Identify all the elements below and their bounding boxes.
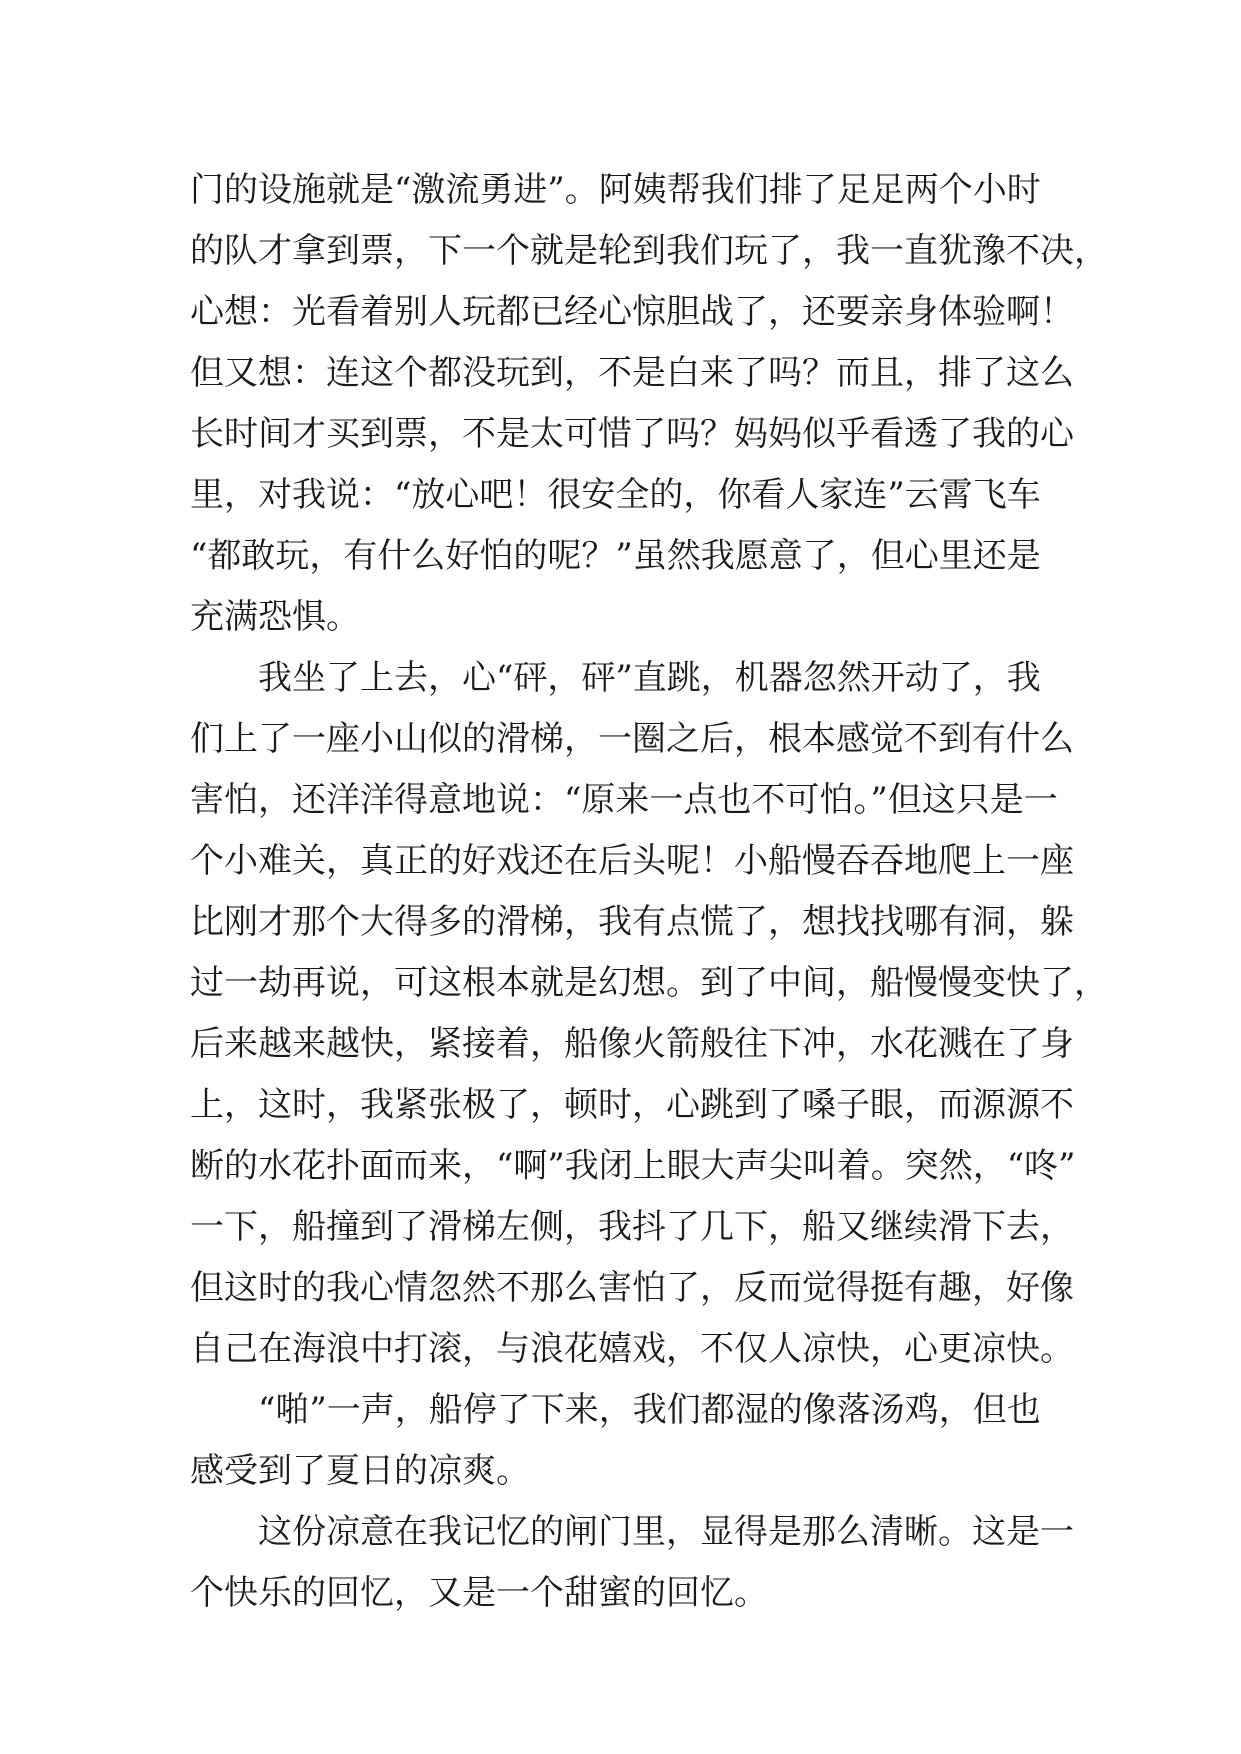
text-line: 一下，船撞到了滑梯左侧，我抖了几下，船又继续滑下去， — [190, 1207, 1074, 1247]
paragraph-3 — [190, 1380, 1070, 1502]
text-line: 比刚才那个大得多的滑梯，我有点慌了，想找找哪有洞，躲 — [190, 902, 1074, 942]
text-line: “都敢玩，有什么好怕的呢？”虽然我愿意了，但心里还是 — [190, 536, 1041, 576]
text-line: 个快乐的回忆，又是一个甜蜜的回忆。 — [190, 1573, 768, 1613]
text-line: 里，对我说：“放心吧！很安全的，你看人家连”云霄飞车 — [190, 475, 1041, 515]
text-line: “啪”一声，船停了下来，我们都湿的像落汤鸡，但也 — [258, 1390, 1041, 1430]
text-line: 门的设施就是“激流勇进”。阿姨帮我们排了足足两个小时 — [190, 170, 1041, 210]
text-line: 感受到了夏日的凉爽。 — [190, 1451, 530, 1491]
text-line: 上，这时，我紧张极了，顿时，心跳到了嗓子眼，而源源不 — [190, 1085, 1074, 1125]
text-line: 自己在海浪中打滚，与浪花嬉戏，不仅人凉快，心更凉快。 — [190, 1329, 1074, 1369]
text-line: 这份凉意在我记忆的闸门里，显得是那么清晰。这是一 — [258, 1512, 1074, 1552]
text-line: 长时间才买到票，不是太可惜了吗？妈妈似乎看透了我的心 — [190, 414, 1074, 454]
text-line: 心想：光看着别人玩都已经心惊胆战了，还要亲身体验啊！ — [190, 292, 1074, 332]
text-line: 后来越来越快，紧接着，船像火箭般往下冲，水花溅在了身 — [190, 1024, 1074, 1064]
text-line: 害怕，还洋洋得意地说：“原来一点也不可怕。”但这只是一 — [190, 780, 1058, 820]
text-line: 但这时的我心情忽然不那么害怕了，反而觉得挺有趣，好像 — [190, 1268, 1074, 1308]
text-line: 断的水花扑面而来，“啊”我闭上眼大声尖叫着。突然，“咚” — [190, 1146, 1076, 1186]
text-line: 充满恐惧。 — [190, 597, 360, 637]
text-line: 们上了一座小山似的滑梯，一圈之后，根本感觉不到有什么 — [190, 719, 1074, 759]
body-text — [190, 160, 1108, 1624]
paragraph-4 — [190, 1502, 1074, 1624]
text-line: 的队才拿到票，下一个就是轮到我们玩了，我一直犹豫不决， — [190, 231, 1108, 271]
text-line: 但又想：连这个都没玩到，不是白来了吗？而且，排了这么 — [190, 353, 1074, 393]
paragraph-1 — [190, 160, 1108, 648]
text-line: 个小难关，真正的好戏还在后头呢！小船慢吞吞地爬上一座 — [190, 841, 1074, 881]
paragraph-2 — [190, 648, 1108, 1380]
text-line: 过一劫再说，可这根本就是幻想。到了中间，船慢慢变快了， — [190, 963, 1108, 1003]
text-line: 我坐了上去，心“砰，砰”直跳，机器忽然开动了，我 — [258, 658, 1041, 698]
